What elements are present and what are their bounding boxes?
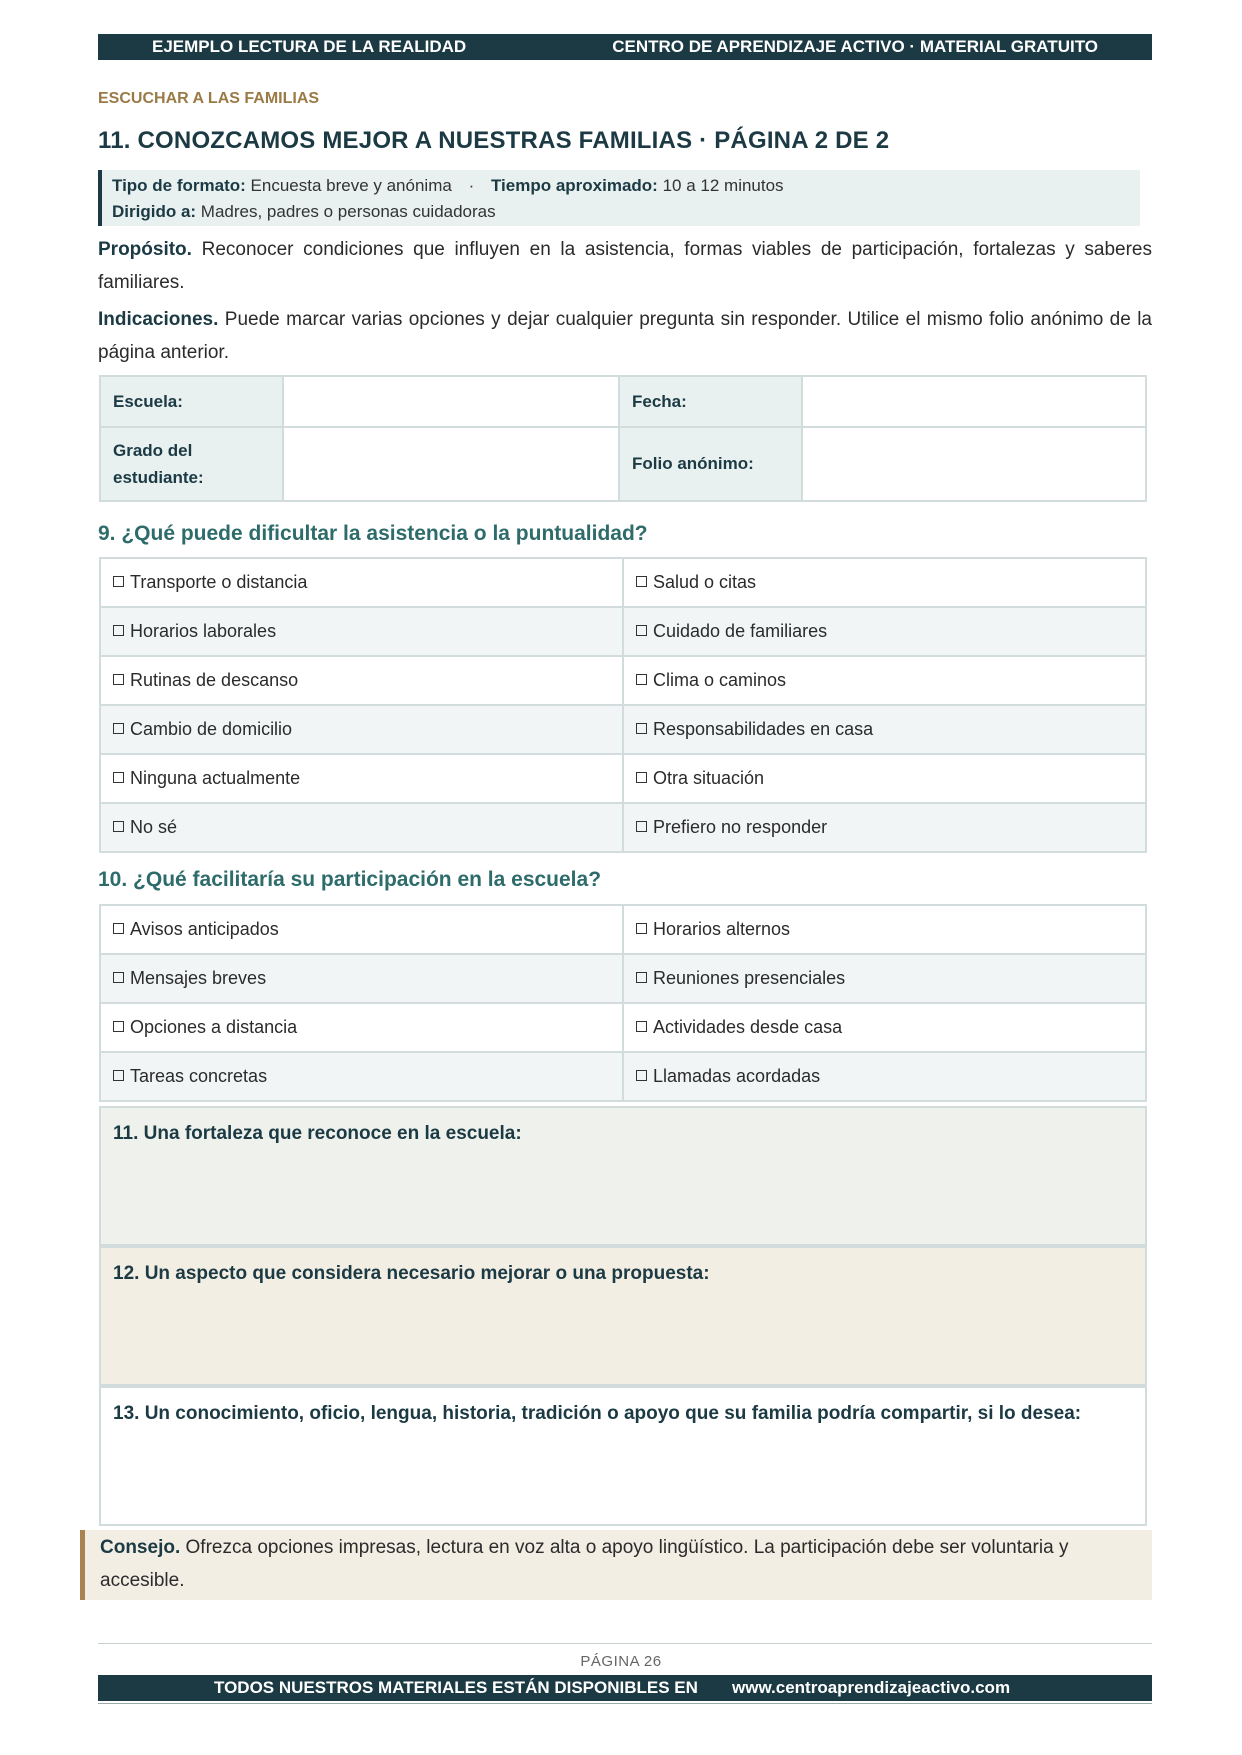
checkbox-icon[interactable] — [636, 674, 647, 685]
checkbox-icon[interactable] — [636, 1070, 647, 1081]
school-field[interactable] — [283, 376, 619, 427]
purpose-label: Propósito. — [98, 239, 192, 260]
q10-options — [99, 904, 1147, 1102]
q13-answer-box[interactable] — [99, 1386, 1147, 1526]
q11-prompt: 11. Una fortaleza que reconoce en la escuela: — [113, 1123, 522, 1144]
checkbox-icon[interactable] — [636, 723, 647, 734]
checkbox-icon[interactable] — [113, 1021, 124, 1032]
checkbox-icon[interactable] — [113, 821, 124, 832]
header-left-text: EJEMPLO LECTURA DE LA REALIDAD — [152, 37, 467, 56]
q10-option[interactable]: Llamadas acordadas — [623, 1052, 1146, 1101]
section-label: ESCUCHAR A LAS FAMILIAS — [98, 90, 320, 107]
q9-option[interactable]: Salud o citas — [623, 558, 1146, 607]
q9-option[interactable]: Rutinas de descanso — [100, 656, 623, 705]
footer-underline — [98, 1703, 1152, 1704]
q9-option[interactable]: No sé — [100, 803, 623, 852]
q10-option[interactable]: Reuniones presenciales — [623, 954, 1146, 1003]
q9-option[interactable]: Clima o caminos — [623, 656, 1146, 705]
audience-label: Dirigido a: — [112, 202, 197, 221]
purpose-text: Reconocer condiciones que influyen en la asistencia, formas viables de participación, fortalezas y saberes familiares. — [98, 239, 1152, 293]
instructions-label: Indicaciones. — [98, 309, 219, 330]
page-title: 11. CONOZCAMOS MEJOR A NUESTRAS FAMILIAS · PÁGINA 2 DE 2 — [98, 127, 890, 154]
q12-answer-box[interactable] — [99, 1246, 1147, 1386]
checkbox-icon[interactable] — [636, 972, 647, 983]
time-label: Tiempo aproximado: — [490, 176, 658, 195]
checkbox-icon[interactable] — [113, 772, 124, 783]
audience-value: Madres, padres o personas cuidadoras — [200, 202, 496, 221]
tip-text: Ofrezca opciones impresas, lectura en voz alta o apoyo lingüístico. La participación debe ser voluntaria y accesible. — [100, 1537, 1069, 1591]
meta-box — [98, 170, 1140, 226]
header-bar — [98, 34, 1152, 60]
q9-option[interactable]: Responsabilidades en casa — [623, 705, 1146, 754]
meta-line-1 — [112, 173, 1140, 199]
q9-option[interactable]: Prefiero no responder — [623, 803, 1146, 852]
checkbox-icon[interactable] — [636, 923, 647, 934]
format-value: Encuesta breve y anónima — [250, 176, 452, 195]
folio-field[interactable] — [802, 427, 1146, 501]
checkbox-icon[interactable] — [113, 625, 124, 636]
q10-option[interactable]: Opciones a distancia — [100, 1003, 623, 1052]
checkbox-icon[interactable] — [113, 576, 124, 587]
q9-option[interactable]: Ninguna actualmente — [100, 754, 623, 803]
q9-option[interactable]: Cuidado de familiares — [623, 607, 1146, 656]
q9-option[interactable]: Otra situación — [623, 754, 1146, 803]
checkbox-icon[interactable] — [636, 821, 647, 832]
q10-option[interactable]: Mensajes breves — [100, 954, 623, 1003]
folio-label: Folio anónimo: — [619, 427, 802, 501]
q10-option[interactable]: Avisos anticipados — [100, 905, 623, 954]
footer-left-text: TODOS NUESTROS MATERIALES ESTÁN DISPONIBLES EN — [214, 1678, 698, 1697]
q9-option[interactable]: Cambio de domicilio — [100, 705, 623, 754]
date-field[interactable] — [802, 376, 1146, 427]
info-table — [99, 375, 1147, 502]
checkbox-icon[interactable] — [636, 1021, 647, 1032]
grade-label: Grado del estudiante: — [100, 427, 283, 501]
checkbox-icon[interactable] — [113, 723, 124, 734]
q9-option[interactable]: Horarios laborales — [100, 607, 623, 656]
q12-prompt: 12. Un aspecto que considera necesario mejorar o una propuesta: — [113, 1263, 710, 1284]
tip-label: Consejo. — [100, 1537, 181, 1558]
page-number: PÁGINA 26 — [580, 1653, 662, 1670]
meta-line-2 — [112, 199, 1140, 225]
q9-options — [99, 557, 1147, 853]
tip-box — [80, 1530, 1152, 1600]
date-label: Fecha: — [619, 376, 802, 427]
q13-prompt: 13. Un conocimiento, oficio, lengua, historia, tradición o apoyo que su familia podría compartir, si lo desea: — [113, 1403, 1082, 1424]
q10-option[interactable]: Tareas concretas — [100, 1052, 623, 1101]
footer-divider — [98, 1643, 1152, 1644]
checkbox-icon[interactable] — [636, 576, 647, 587]
meta-separator: · — [468, 176, 475, 195]
grade-field[interactable] — [283, 427, 619, 501]
q10-option[interactable]: Horarios alternos — [623, 905, 1146, 954]
header-right-text: CENTRO DE APRENDIZAJE ACTIVO · MATERIAL GRATUITO — [612, 37, 1098, 56]
instructions-paragraph — [98, 303, 1152, 369]
instructions-text: Puede marcar varias opciones y dejar cualquier pregunta sin responder. Utilice el mismo folio anónimo de la página anterior. — [98, 309, 1153, 363]
school-label: Escuela: — [100, 376, 283, 427]
q11-answer-box[interactable] — [99, 1106, 1147, 1246]
q9-option[interactable]: Transporte o distancia — [100, 558, 623, 607]
footer-website-link[interactable]: www.centroaprendizajeactivo.com — [732, 1678, 1011, 1697]
checkbox-icon[interactable] — [113, 1070, 124, 1081]
q9-heading: 9. ¿Qué puede dificultar la asistencia o la puntualidad? — [98, 522, 648, 545]
checkbox-icon[interactable] — [636, 625, 647, 636]
checkbox-icon[interactable] — [113, 923, 124, 934]
footer-bar — [98, 1675, 1152, 1701]
q10-heading: 10. ¿Qué facilitaría su participación en la escuela? — [98, 868, 602, 891]
format-label: Tipo de formato: — [112, 176, 246, 195]
checkbox-icon[interactable] — [113, 674, 124, 685]
checkbox-icon[interactable] — [636, 772, 647, 783]
purpose-paragraph — [98, 233, 1152, 299]
checkbox-icon[interactable] — [113, 972, 124, 983]
time-value: 10 a 12 minutos — [662, 176, 784, 195]
q10-option[interactable]: Actividades desde casa — [623, 1003, 1146, 1052]
